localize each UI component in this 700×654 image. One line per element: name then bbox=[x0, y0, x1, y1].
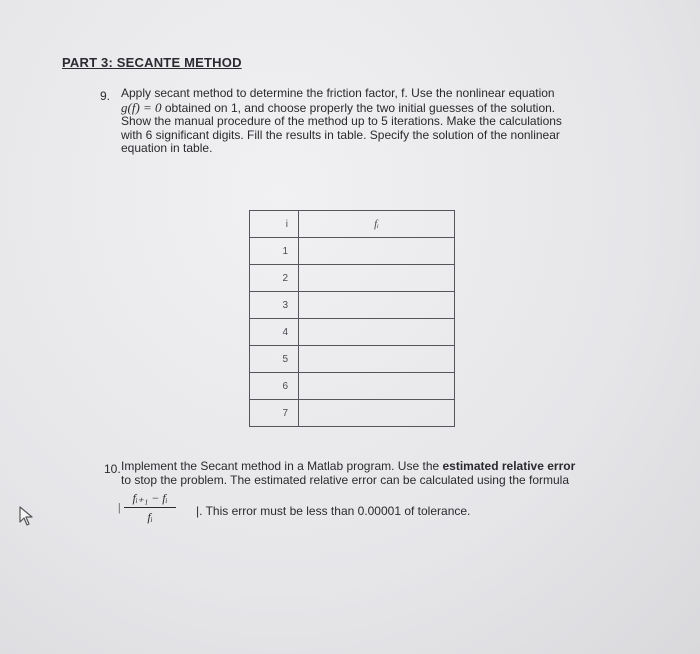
q9-line-2-text: obtained on 1, and choose properly the two initial guesses of the solution. bbox=[161, 100, 556, 115]
question-10-number: 10. bbox=[104, 462, 121, 476]
q10-line-2: to stop the problem. The estimated relative error can be calculated using the formula bbox=[121, 472, 570, 487]
q10-bold-term: estimated relative error bbox=[442, 459, 576, 473]
q9-line-3: Show the manual procedure of the method up to 5 iterations. Make the calculations bbox=[121, 114, 562, 128]
part-heading: PART 3: SECANTE METHOD bbox=[62, 55, 242, 70]
table-header-i: i bbox=[250, 211, 299, 238]
row-value-cell bbox=[299, 346, 455, 373]
table-row bbox=[250, 319, 455, 346]
table-row bbox=[250, 373, 455, 400]
friction-factor-table bbox=[249, 210, 455, 427]
table-row bbox=[250, 265, 455, 292]
row-value-cell bbox=[299, 319, 455, 346]
row-index: 5 bbox=[250, 346, 299, 373]
row-value-cell bbox=[299, 238, 455, 265]
abs-bar-left: | bbox=[118, 500, 121, 514]
fraction bbox=[124, 491, 176, 525]
row-value-cell bbox=[299, 292, 455, 319]
row-index: 7 bbox=[250, 400, 299, 427]
table-row bbox=[250, 238, 455, 265]
table-row bbox=[250, 400, 455, 427]
q9-line-5: equation in table. bbox=[121, 141, 213, 155]
question-9-text bbox=[121, 87, 631, 156]
row-value-cell bbox=[299, 373, 455, 400]
q9-line-1: Apply secant method to determine the friction factor, f. Use the nonlinear equation bbox=[121, 86, 555, 100]
q10-formula-tail: |. This error must be less than 0.00001 of tolerance. bbox=[196, 504, 471, 518]
q10-line-1 bbox=[121, 460, 641, 474]
mouse-pointer-icon bbox=[18, 505, 36, 527]
row-index: 3 bbox=[250, 292, 299, 319]
row-index: 4 bbox=[250, 319, 299, 346]
row-index: 1 bbox=[250, 238, 299, 265]
row-index: 6 bbox=[250, 373, 299, 400]
table-row bbox=[250, 292, 455, 319]
table-header-f: fᵢ bbox=[299, 211, 455, 238]
fraction-denominator: fᵢ bbox=[147, 510, 153, 524]
q9-line-4: with 6 significant digits. Fill the results in table. Specify the solution of the nonlinear bbox=[121, 127, 560, 142]
q9-line-2 bbox=[121, 101, 631, 116]
row-index: 2 bbox=[250, 265, 299, 292]
q9-equation: g(f) = 0 bbox=[121, 99, 162, 115]
table-row bbox=[250, 346, 455, 373]
table-header-row bbox=[250, 211, 455, 238]
row-value-cell bbox=[299, 265, 455, 292]
q10-line-1-text: Implement the Secant method in a Matlab program. Use the bbox=[121, 459, 443, 473]
question-10-text bbox=[121, 460, 641, 487]
row-value-cell bbox=[299, 400, 455, 427]
fraction-numerator: fᵢ₊₁ − fᵢ bbox=[124, 491, 176, 508]
question-9-number: 9. bbox=[100, 89, 111, 103]
